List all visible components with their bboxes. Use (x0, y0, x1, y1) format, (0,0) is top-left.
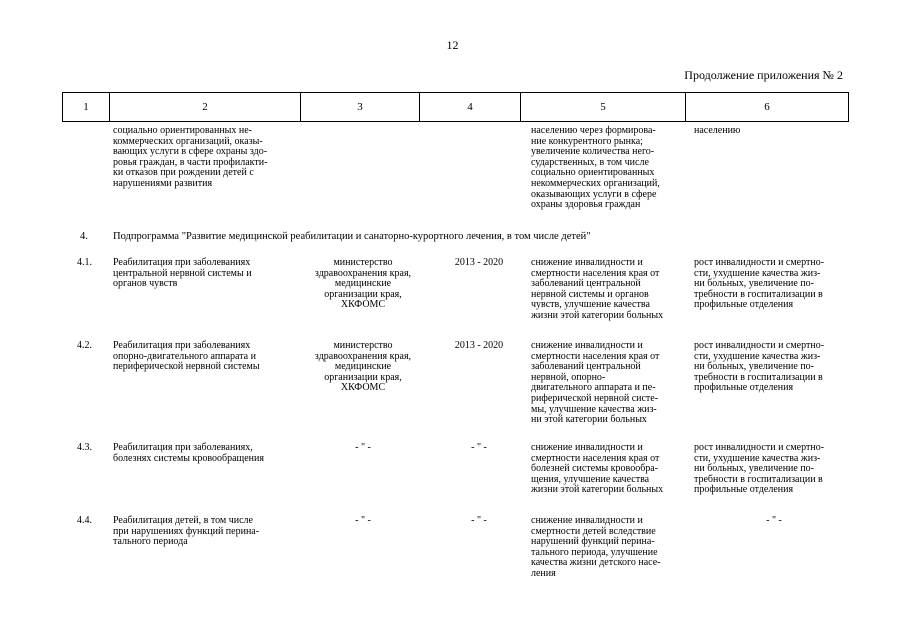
row-activity-name: Реабилитация при заболеваниях опорно-двигательного аппарата и периферической нервной системы (113, 340, 260, 373)
subprogram-number: 4. (80, 231, 88, 242)
row-period: - " - (471, 515, 487, 526)
column-header-2: 2 (110, 93, 301, 122)
column-header-1: 1 (63, 93, 110, 122)
row-consequences: - " - (766, 515, 782, 526)
subprogram-title: Подпрограмма "Развитие медицинской реабилитации и санаторно-курортного лечения, в том числе детей" (113, 231, 591, 242)
row-expected-result: снижение инвалидности и смертности населения края от заболеваний центральной нервной, опорно- двигательного аппарата и пе- риферической нервной систе- мы, улучшение качества жиз- ни этой категории больных (531, 340, 660, 426)
row-executor: - " - (355, 442, 371, 453)
row-activity-name: Реабилитация детей, в том числе при нарушениях функций перина- тального периода (113, 515, 260, 548)
row-number: 4.2. (77, 340, 92, 351)
row-executor: министерство здравоохранения края, медицинские организации края, ХКФОМС (314, 257, 412, 311)
continuation-risk-text: населению (694, 125, 741, 136)
row-expected-result: снижение инвалидности и смертности населения края от болезней системы кровообра- щения, улучшение качества жизни этой категории больных (531, 442, 664, 496)
row-number: 4.3. (77, 442, 92, 453)
column-header-table (62, 92, 849, 122)
row-period: 2013 - 2020 (454, 257, 504, 268)
continuation-name-text: социально ориентированных не- коммерческих организаций, оказы- вающих услуги в сфере охраны здо- ровья граждан, в части профилакти- ки отказов при рождении детей с нарушениями развития (113, 125, 268, 189)
row-consequences: рост инвалидности и смертно- сти, ухудшение качества жиз- ни больных, увеличение по- требности в госпитализации в профильные отделения (694, 257, 825, 311)
row-consequences: рост инвалидности и смертно- сти, ухудшение качества жиз- ни больных, увеличение по- требности в госпитализации в профильные отделения (694, 340, 825, 394)
row-period: - " - (471, 442, 487, 453)
column-header-3: 3 (301, 93, 420, 122)
column-header-4: 4 (420, 93, 521, 122)
row-consequences: рост инвалидности и смертно- сти, ухудшение качества жиз- ни больных, увеличение по- требности в госпитализации в профильные отделения (694, 442, 825, 496)
continuation-result-text: населению через формирова- ние конкурентного рынка; увеличение количества него- сударственных, в том числе социально ориентированных некоммерческих организаций, оказывающих услуги в сфере охраны здоровья граждан (531, 125, 660, 211)
column-header-5: 5 (521, 93, 686, 122)
row-activity-name: Реабилитация при заболеваниях центральной нервной системы и органов чувств (113, 257, 252, 290)
row-activity-name: Реабилитация при заболеваниях, болезнях системы кровообращения (113, 442, 264, 464)
row-executor: - " - (355, 515, 371, 526)
row-number: 4.4. (77, 515, 92, 526)
row-expected-result: снижение инвалидности и смертности детей вследствие нарушений функций перина- тального периода, улучшение качества жизни детского насе- ления (531, 515, 661, 579)
row-expected-result: снижение инвалидности и смертности населения края от заболеваний центральной нервной системы и органов чувств, улучшение качества жизни этой категории больных (531, 257, 664, 321)
page-number: 12 (446, 38, 459, 52)
row-number: 4.1. (77, 257, 92, 268)
column-header-6: 6 (686, 93, 849, 122)
row-period: 2013 - 2020 (454, 340, 504, 351)
appendix-continuation-note: Продолжение приложения № 2 (684, 68, 843, 82)
row-executor: министерство здравоохранения края, медицинские организации края, ХКФОМС (314, 340, 412, 394)
